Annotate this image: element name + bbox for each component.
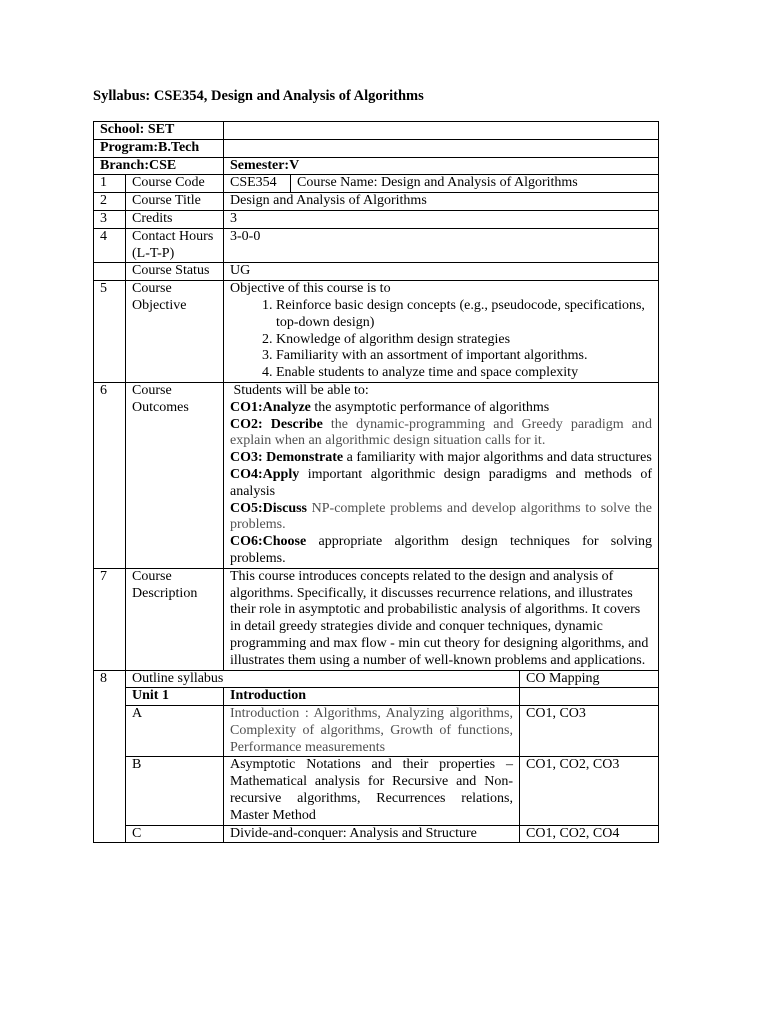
outline-label: Outline syllabus	[126, 670, 520, 688]
course-status-row	[94, 263, 659, 281]
branch-cell: Branch:CSE	[94, 157, 224, 175]
list-item	[230, 501, 652, 535]
course-status-label: Course Status	[126, 263, 224, 281]
course-description-text: This course introduces concepts related to the design and analysis of algorithms. Specifically, it discusses recurrence relations, and illustrates their role in asymptotic and probabilistic analysis of algorithms. It covers in detail greedy strategies divide and conquer techniques, dynamic programming and max flow - min cut theory for designing algorithms, and illustrates them using a number of well-known problems and applications.	[224, 568, 659, 670]
credits-label: Credits	[126, 210, 224, 228]
co-text: the dynamic-programming and Greedy paradigm and explain when an algorithmic design situation calls for it.	[230, 416, 652, 449]
credits-value: 3	[224, 210, 659, 228]
row-number: 5	[94, 281, 126, 383]
table-row	[94, 825, 659, 843]
course-description-row	[94, 568, 659, 670]
course-code-row	[94, 175, 659, 193]
topic-id: A	[126, 706, 224, 757]
row-number: 1	[94, 175, 126, 193]
unit-label: Unit 1	[126, 688, 224, 706]
list-item: 4. Enable students to analyze time and space complexity	[276, 365, 652, 382]
course-objective-row	[94, 281, 659, 383]
topic-id: C	[126, 825, 224, 843]
row-number: 7	[94, 568, 126, 670]
objective-intro: Objective of this course is to	[230, 281, 391, 297]
program-cell: Program:B.Tech	[94, 139, 224, 157]
course-title-label: Course Title	[126, 193, 224, 211]
course-code-label: Course Code	[126, 175, 224, 193]
contact-hours-row	[94, 228, 659, 263]
topic-text: Introduction : Algorithms, Analyzing algorithms, Complexity of algorithms, Growth of functions, Performance measurements	[224, 706, 520, 757]
co-lead: CO2: Describe	[230, 416, 323, 432]
list-item: 3. Familiarity with an assortment of important algorithms.	[276, 348, 652, 365]
unit-title: Introduction	[224, 688, 520, 706]
co-lead: CO3: Demonstrate	[230, 450, 344, 466]
co-text: a familiarity with major algorithms and data structures	[343, 450, 652, 466]
topic-co: CO1, CO2, CO3	[520, 757, 659, 825]
header-school-row	[94, 122, 659, 140]
table-row	[94, 757, 659, 825]
row-number: 2	[94, 193, 126, 211]
topic-co: CO1, CO3	[520, 706, 659, 757]
outcomes-intro: Students will be able to:	[230, 382, 369, 398]
semester-cell: Semester:V	[224, 157, 659, 175]
syllabus-table	[93, 121, 659, 843]
row-number: 6	[94, 382, 126, 568]
co-lead: CO1:Analyze	[230, 399, 311, 415]
list-item: 1. Reinforce basic design concepts (e.g., pseudocode, specifications, top-down design)	[276, 298, 652, 332]
outline-header-row	[94, 670, 659, 688]
co-lead: CO5:Discuss	[230, 500, 308, 516]
row-number: 3	[94, 210, 126, 228]
list-item	[230, 400, 652, 417]
list-item: 2. Knowledge of algorithm design strategies	[276, 332, 652, 349]
course-outcomes-label: Course Outcomes	[126, 382, 224, 568]
list-item	[230, 534, 652, 568]
contact-hours-label: Contact Hours (L-T-P)	[126, 228, 224, 263]
topic-text: Divide-and-conquer: Analysis and Structure	[224, 825, 520, 843]
course-title-row	[94, 193, 659, 211]
row-number: 8	[94, 670, 126, 843]
list-item	[230, 450, 652, 467]
course-objective-label: Course Objective	[126, 281, 224, 383]
header-program-row	[94, 139, 659, 157]
table-row	[94, 706, 659, 757]
course-status-value: UG	[224, 263, 659, 281]
unit-row	[94, 688, 659, 706]
co-lead: CO6:Choose	[230, 534, 307, 550]
course-description-label: Course Description	[126, 568, 224, 670]
co-text: important algorithmic design paradigms and methods of analysis	[230, 466, 652, 499]
header-branch-row	[94, 157, 659, 175]
co-mapping-header: CO Mapping	[520, 670, 659, 688]
co-text: NP-complete problems and develop algorithms to solve the problems.	[230, 500, 652, 533]
credits-row	[94, 210, 659, 228]
topic-id: B	[126, 757, 224, 825]
list-item	[230, 417, 652, 451]
course-code-value: CSE354	[230, 175, 291, 192]
row-number	[94, 263, 126, 281]
school-cell: School: SET	[94, 122, 224, 140]
course-name-value: Course Name: Design and Analysis of Algorithms	[297, 175, 578, 191]
co-text: appropriate algorithm design techniques for solving problems.	[230, 534, 652, 566]
page-title: Syllabus: CSE354, Design and Analysis of Algorithms	[93, 88, 424, 104]
topic-co: CO1, CO2, CO4	[520, 825, 659, 843]
contact-hours-value: 3-0-0	[224, 228, 659, 263]
course-title-value: Design and Analysis of Algorithms	[224, 193, 659, 211]
co-lead: CO4:Apply	[230, 466, 300, 482]
objective-list	[230, 298, 652, 382]
course-outcomes-row	[94, 382, 659, 568]
topic-text: Asymptotic Notations and their properties – Mathematical analysis for Recursive and Non-recursive algorithms, Recurrences relations, Master Method	[224, 757, 520, 825]
list-item	[230, 467, 652, 501]
row-number: 4	[94, 228, 126, 263]
co-text: the asymptotic performance of algorithms	[310, 399, 550, 415]
